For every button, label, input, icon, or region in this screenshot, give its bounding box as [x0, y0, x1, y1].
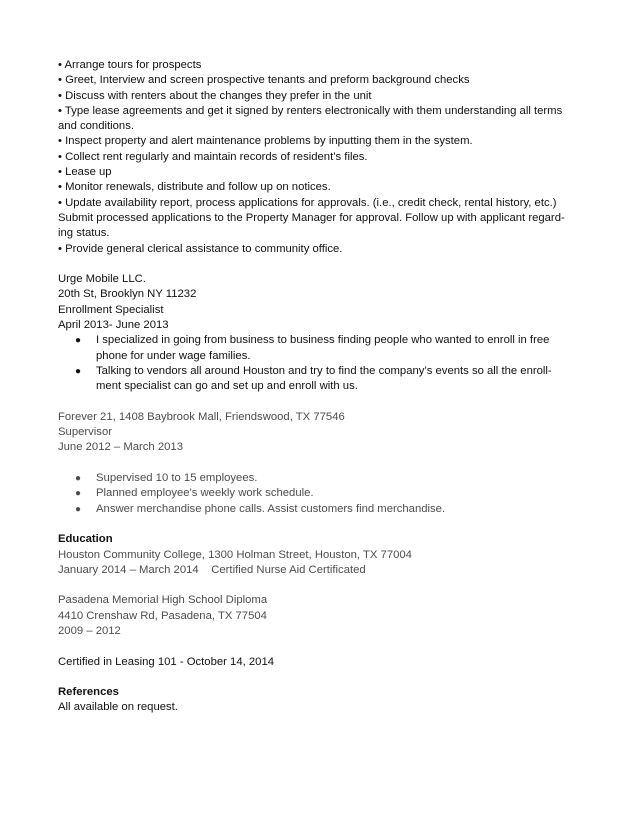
- bullet-text: Planned employee's weekly work schedule.: [96, 487, 314, 500]
- job-dates: June 2012 – March 2013: [58, 441, 183, 454]
- duty-line: • Arrange tours for prospects: [58, 59, 202, 71]
- spacer: [58, 639, 584, 654]
- certification-line: Certified in Leasing 101 - October 14, 2014: [58, 655, 275, 668]
- education-section: [58, 532, 584, 670]
- duty-line: • Greet, Interview and screen prospective tenants and preform background checks: [58, 74, 470, 87]
- bullet-icon: ●: [75, 335, 82, 347]
- list-item: [58, 364, 584, 395]
- spacer: [58, 395, 584, 410]
- list-item: [58, 502, 584, 517]
- duty-line: • Monitor renewals, distribute and follow up on notices.: [58, 181, 331, 194]
- school-dates: 2009 – 2012: [58, 624, 121, 637]
- duty-line: • Update availability report, process applications for approvals. (i.e., credit check, rental history, etc.): [58, 196, 557, 209]
- bullet-icon: ●: [75, 365, 82, 377]
- bullet-text: I specialized in going from business to business finding people who wanted to enroll in free: [96, 334, 550, 347]
- college-line: Houston Community College, 1300 Holman Street, Houston, TX 77004: [58, 548, 412, 561]
- bullet-text-cont: ment specialist can go and set up and enroll with us.: [96, 380, 358, 393]
- duty-line: • Inspect property and alert maintenance problems by inputting them in the system.: [58, 135, 473, 148]
- school-address: 4410 Crenshaw Rd, Pasadena, TX 77504: [58, 609, 267, 622]
- job-title: Enrollment Specialist: [58, 303, 164, 316]
- job-bullets: [58, 471, 584, 517]
- duty-line: and conditions.: [58, 120, 134, 133]
- duty-line: • Lease up: [58, 166, 112, 179]
- references-section: [58, 685, 584, 716]
- bullet-text: Talking to vendors all around Houston and try to find the company’s events so all the enroll-: [96, 364, 552, 377]
- bullet-icon: ●: [75, 503, 82, 515]
- bullet-icon: ●: [75, 488, 82, 500]
- duty-line: ing status.: [58, 227, 110, 240]
- bullet-icon: ●: [75, 473, 82, 485]
- duty-line: • Discuss with renters about the changes they prefer in the unit: [58, 89, 372, 102]
- spacer: [58, 517, 584, 532]
- spacer: [58, 456, 584, 471]
- duty-line: • Collect rent regularly and maintain records of resident’s files.: [58, 150, 368, 163]
- duties-section: [58, 58, 584, 257]
- bullet-text: Supervised 10 to 15 employees.: [96, 472, 258, 485]
- duty-line: Submit processed applications to the Property Manager for approval. Follow up with applicant regard-: [58, 211, 565, 224]
- job-dates: April 2013- June 2013: [58, 319, 169, 332]
- bullet-text: Answer merchandise phone calls. Assist customers find merchandise.: [96, 502, 446, 515]
- references-heading: References: [58, 686, 119, 699]
- spacer: [58, 670, 584, 685]
- bullet-text-cont: phone for under wage families.: [96, 349, 251, 362]
- spacer: [58, 578, 584, 593]
- list-item: [58, 333, 584, 364]
- college-dates: January 2014 – March 2014 Certified Nurse Aid Certificated: [58, 563, 366, 576]
- company-name: Forever 21, 1408 Baybrook Mall, Friendswood, TX 77546: [58, 410, 345, 423]
- list-item: [58, 471, 584, 486]
- spacer: [58, 257, 584, 272]
- resume-page: [58, 58, 584, 716]
- education-heading: Education: [58, 533, 113, 546]
- list-item: [58, 486, 584, 501]
- job-bullets: [58, 333, 584, 394]
- references-text: All available on request.: [58, 701, 178, 714]
- duty-line: • Type lease agreements and get it signed by renters electronically with them understanding all terms: [58, 104, 563, 117]
- job-title: Supervisor: [58, 426, 112, 439]
- job-urge-mobile: [58, 272, 584, 394]
- company-address: 20th St, Brooklyn NY 11232: [58, 288, 197, 301]
- school-name: Pasadena Memorial High School Diploma: [58, 594, 268, 607]
- company-name: Urge Mobile LLC.: [58, 273, 146, 286]
- job-forever-21: [58, 410, 584, 517]
- duty-line: • Provide general clerical assistance to community office.: [58, 242, 343, 255]
